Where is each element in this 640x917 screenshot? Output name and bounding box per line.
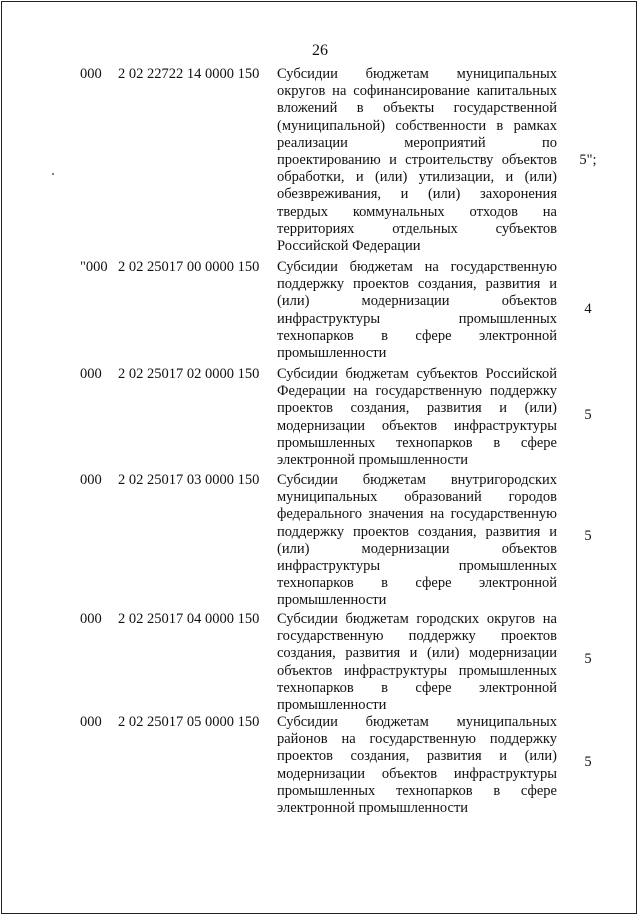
revenue-description: Субсидии бюджетам субъектов Российской Федерации на государственную поддержку проектов создания, развития и (или) модернизации объектов инфраструктуры промышленных технопарков в сфере электронной промышленности xyxy=(277,366,557,469)
norm-value: 5 xyxy=(584,754,592,770)
budget-classification-code: 2 02 25017 05 0000 150 xyxy=(118,714,260,730)
admin-code: 000 xyxy=(80,714,102,730)
revenue-description: Субсидии бюджетам муниципальных округов на софинансирование капитальных вложений в объекты государственной (муниципальной) собственности в рамках реализации мероприятий по проектированию и строительству объектов обработки, и (или) утилизации, и (или) обезвреживания, и (или) захоронения твердых коммунальных отходов на территориях отдельных субъектов Российской Федерации xyxy=(277,66,557,255)
admin-code: 000 xyxy=(80,472,102,488)
revenue-description: Субсидии бюджетам внутригородских муниципальных образований городов федерального значения на государственную поддержку проектов создания, развития и (или) модернизации объектов инфраструктуры промышленных технопарков в сфере электронной промышленности xyxy=(277,472,557,609)
norm-value: 5"; xyxy=(579,152,597,168)
revenue-description: Субсидии бюджетам на государственную поддержку проектов создания, развития и (или) модернизации объектов инфраструктуры промышленных технопарков в сфере электронной промышленности xyxy=(277,259,557,362)
admin-code: 000 xyxy=(80,66,102,82)
admin-code: 000 xyxy=(80,611,102,627)
revenue-description: Субсидии бюджетам городских округов на государственную поддержку проектов создания, развития и (или) модернизации объектов инфраструктуры промышленных технопарков в сфере электронной промышленности xyxy=(277,611,557,714)
budget-classification-code: 2 02 25017 04 0000 150 xyxy=(118,611,260,627)
revenue-description: Субсидии бюджетам муниципальных районов на государственную поддержку проектов создания, развития и (или) модернизации объектов инфраструктуры промышленных технопарков в сфере электронной промышленности xyxy=(277,714,557,817)
budget-classification-code: 2 02 25017 02 0000 150 xyxy=(118,366,260,382)
scan-speck xyxy=(52,173,54,175)
budget-classification-code: 2 02 25017 03 0000 150 xyxy=(118,472,260,488)
norm-value: 5 xyxy=(584,407,592,423)
norm-value: 5 xyxy=(584,651,592,667)
norm-value: 5 xyxy=(584,528,592,544)
admin-code: 000 xyxy=(80,366,102,382)
admin-code: "000 xyxy=(80,259,108,275)
page-number: 26 xyxy=(312,42,328,59)
budget-classification-code: 2 02 25017 00 0000 150 xyxy=(118,259,260,275)
norm-value: 4 xyxy=(584,301,592,317)
budget-classification-code: 2 02 22722 14 0000 150 xyxy=(118,66,260,82)
